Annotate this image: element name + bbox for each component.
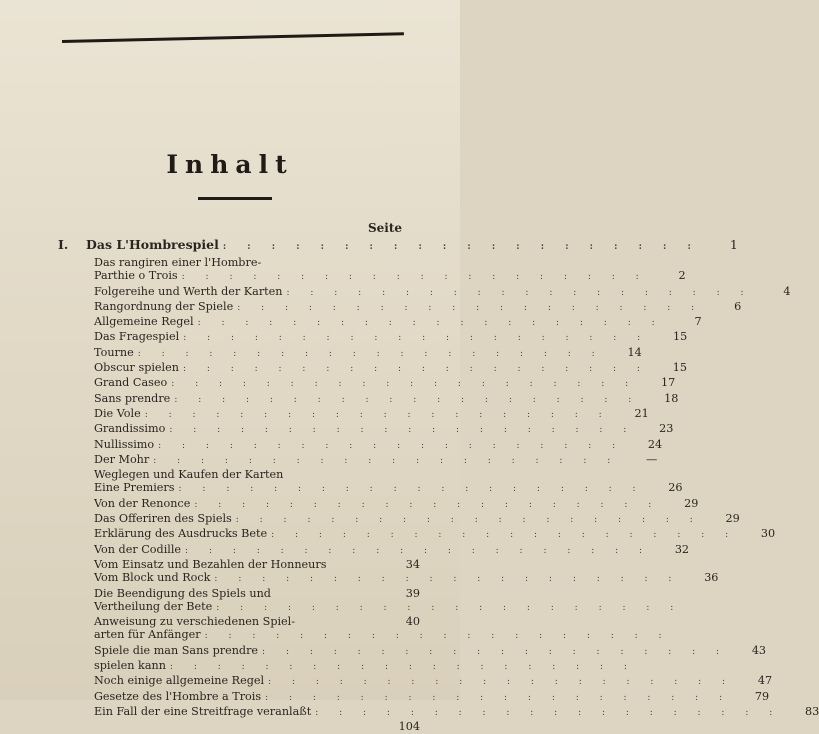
entry-title: Spiele die man Sans prendre (94, 643, 259, 657)
entry-title: Das rangiren einer l'Hombre- (94, 256, 262, 269)
leader-dots: : : : : : : : : : : : : : : : : : : : : (174, 394, 641, 405)
leader-dots: : : : : : : : : : : : : : : : : : : : : (237, 302, 704, 313)
leader-dots: : : : : : : : : : : : : : : : : : : : : (171, 379, 638, 390)
entry-title: Vertheilung der Bete (94, 599, 213, 613)
leader-dots: : : : : : : : : : : : : : : : : : : : : (262, 646, 729, 657)
toc-entry (58, 628, 671, 643)
page-number: 40 (405, 615, 420, 629)
leader-dots: : : : : : : : : : : : : : : : : : : : : (222, 242, 700, 252)
toc-entry (58, 558, 420, 571)
entry-title: Sans prendre (94, 391, 171, 405)
page-number: 15 (672, 330, 688, 344)
leader-dots: : : : : : : : : : : : : : : : : : : : : (169, 662, 636, 673)
toc-entry (58, 376, 676, 391)
toc-entry (58, 659, 636, 674)
page-number: 36 (704, 571, 719, 585)
entry-title: Noch einige allgemeine Regel (94, 674, 265, 688)
toc-entry (58, 720, 420, 733)
entry-title: Von der Codille (94, 542, 182, 556)
entry-title: Vom Block und Rock (94, 571, 211, 585)
leader-dots: : : : : : : : : : : : : : : : : : : : : (204, 631, 671, 642)
toc-entry (58, 704, 819, 720)
entry-title: Das Offeriren des Spiels (94, 512, 232, 526)
toc-entry (58, 481, 683, 496)
toc-entry (58, 587, 420, 600)
toc-entry (58, 527, 776, 542)
toc-entry (58, 422, 674, 437)
entry-title: Weglegen und Kaufen der Karten (94, 468, 284, 482)
leader-dots: : : : : : : : : : : : : : : : : : : : : (153, 455, 620, 466)
page-number: 14 (627, 345, 642, 359)
leader-dots: : : : : : : : : : : : : : : : : : : : : (197, 318, 664, 329)
page-number: 83 (805, 704, 819, 718)
chapter-number: I. (58, 237, 69, 252)
leader-dots: : : : : : : : : : : : : : : : : : : : : (235, 515, 702, 526)
entry-title: Rangordnung der Spiele (94, 299, 234, 313)
leader-dots: : : : : : : : : : : : : : : : : : : : : (158, 440, 625, 451)
entry-title: Gesetze des l'Hombre a Trois (94, 689, 262, 703)
entry-title: arten für Anfänger (94, 628, 201, 642)
page-number: 15 (672, 361, 687, 375)
entry-title: spielen kann (94, 659, 166, 673)
page-number: 1 (729, 237, 738, 252)
page-number: 29 (684, 496, 699, 510)
leader-dots: : : : : : : : : : : : : : : : : : : : : (315, 707, 782, 718)
top-rule (62, 32, 404, 43)
page-number: 30 (760, 527, 776, 541)
page-number: 79 (754, 689, 770, 703)
entry-title: Nullissimo (94, 437, 155, 451)
leader-dots: : : : : : : : : : : : : : : : : : : : : (216, 602, 683, 613)
page-number: 39 (405, 586, 420, 600)
toc-entry (58, 571, 719, 586)
entry-title: Von der Renonce (94, 496, 191, 510)
leader-dots: : : : : : : : : : : : : : : : : : : : : (178, 484, 645, 495)
page-number: 6 (734, 299, 742, 313)
entry-title: Das Fragespiel (94, 330, 180, 344)
toc-entry (58, 361, 687, 376)
leader-dots: : : : : : : : : : : : : : : : : : : : : (286, 287, 753, 298)
toc-entry (58, 643, 767, 659)
page-number: 34 (405, 557, 420, 571)
entry-title: Ein Fall der eine Streitfrage veranlaßt (94, 704, 312, 718)
page-number: 29 (725, 512, 740, 526)
toc-entry (58, 299, 742, 315)
page-number: 2 (678, 269, 686, 283)
toc-entry (58, 236, 738, 256)
leader-dots: : : : : : : : : : : : : : : : : : : : : (181, 272, 648, 283)
toc-entry (58, 269, 686, 284)
page-number: 21 (634, 406, 649, 420)
toc-entry (58, 512, 740, 527)
table-of-contents (58, 236, 819, 734)
toc-entry (58, 315, 702, 330)
leader-dots: : : : : : : : : : : : : : : : : : : : : (268, 677, 735, 688)
entry-title: Parthie o Trois (94, 269, 178, 283)
leader-dots: : : : : : : : : : : : : : : : : : : : : (214, 574, 681, 585)
toc-entry (58, 599, 683, 615)
page-number: 43 (751, 643, 767, 657)
toc-entry (58, 468, 420, 481)
entry-title: Folgereihe und Werth der Karten (94, 284, 283, 298)
toc-entry (58, 256, 420, 269)
toc-entry (58, 406, 649, 422)
title-rule (198, 197, 272, 200)
page-number: 104 (398, 720, 420, 734)
leader-dots: : : : : : : : : : : : : : : : : : : : : (265, 692, 732, 703)
page-number: 18 (664, 391, 679, 405)
entry-title: Grand Caseo (94, 376, 168, 390)
page-number: 7 (694, 315, 702, 329)
entry-title: Tourne (94, 345, 134, 359)
page-column-header: Seite (368, 221, 403, 235)
toc-entry (58, 496, 699, 512)
entry-title: Allgemeine Regel (94, 315, 194, 329)
toc-entry (58, 391, 679, 407)
page-number: 47 (757, 674, 773, 688)
toc-entry (58, 345, 642, 361)
entry-title: Eine Premiers (94, 481, 175, 495)
leader-dots: : : : : : : : : : : : : : : : : : : : : (183, 333, 650, 344)
entry-title: Erklärung des Ausdrucks Bete (94, 527, 268, 541)
leader-dots: : : : : : : : : : : : : : : : : : : : : (185, 545, 652, 556)
entry-title: Grandissimo (94, 422, 166, 436)
leader-dots: : : : : : : : : : : : : : : : : : : : : (169, 425, 636, 436)
entry-title: Das L'Hombrespiel (86, 237, 219, 252)
leader-dots: : : : : : : : : : : : : : : : : : : : : (144, 409, 611, 420)
entry-title: Der Mohr (94, 452, 150, 466)
leader-dots: : : : : : : : : : : : : : : : : : : : : (137, 348, 604, 359)
page-number: 26 (668, 481, 683, 495)
page-number: 32 (674, 542, 690, 556)
page-number: 23 (659, 422, 674, 436)
leader-dots: : : : : : : : : : : : : : : : : : : : : (271, 530, 738, 541)
entry-title: Die Vole (94, 406, 141, 420)
leader-dots: : : : : : : : : : : : : : : : : : : : : (182, 364, 649, 375)
entry-title: Obscur spielen (94, 361, 179, 375)
page-title: Inhalt (166, 150, 294, 179)
page-number: 24 (647, 437, 663, 451)
toc-entry (58, 284, 791, 300)
entry-title: Vom Einsatz und Bezahlen der Honneurs (94, 557, 327, 571)
toc-entry (58, 330, 688, 345)
page-number: 4 (783, 284, 791, 298)
toc-entry (58, 615, 420, 628)
entry-title: Die Beendigung des Spiels und (94, 586, 271, 600)
entry-title: Anweisung zu verschiedenen Spiel- (94, 615, 296, 629)
toc-entry (58, 452, 658, 468)
page-number: — (646, 452, 658, 466)
toc-entry (58, 674, 773, 689)
page-number: 17 (660, 376, 676, 390)
toc-entry (58, 437, 663, 453)
leader-dots: : : : : : : : : : : : : : : : : : : : : (194, 499, 661, 510)
toc-entry (58, 542, 690, 558)
toc-entry (58, 689, 770, 705)
